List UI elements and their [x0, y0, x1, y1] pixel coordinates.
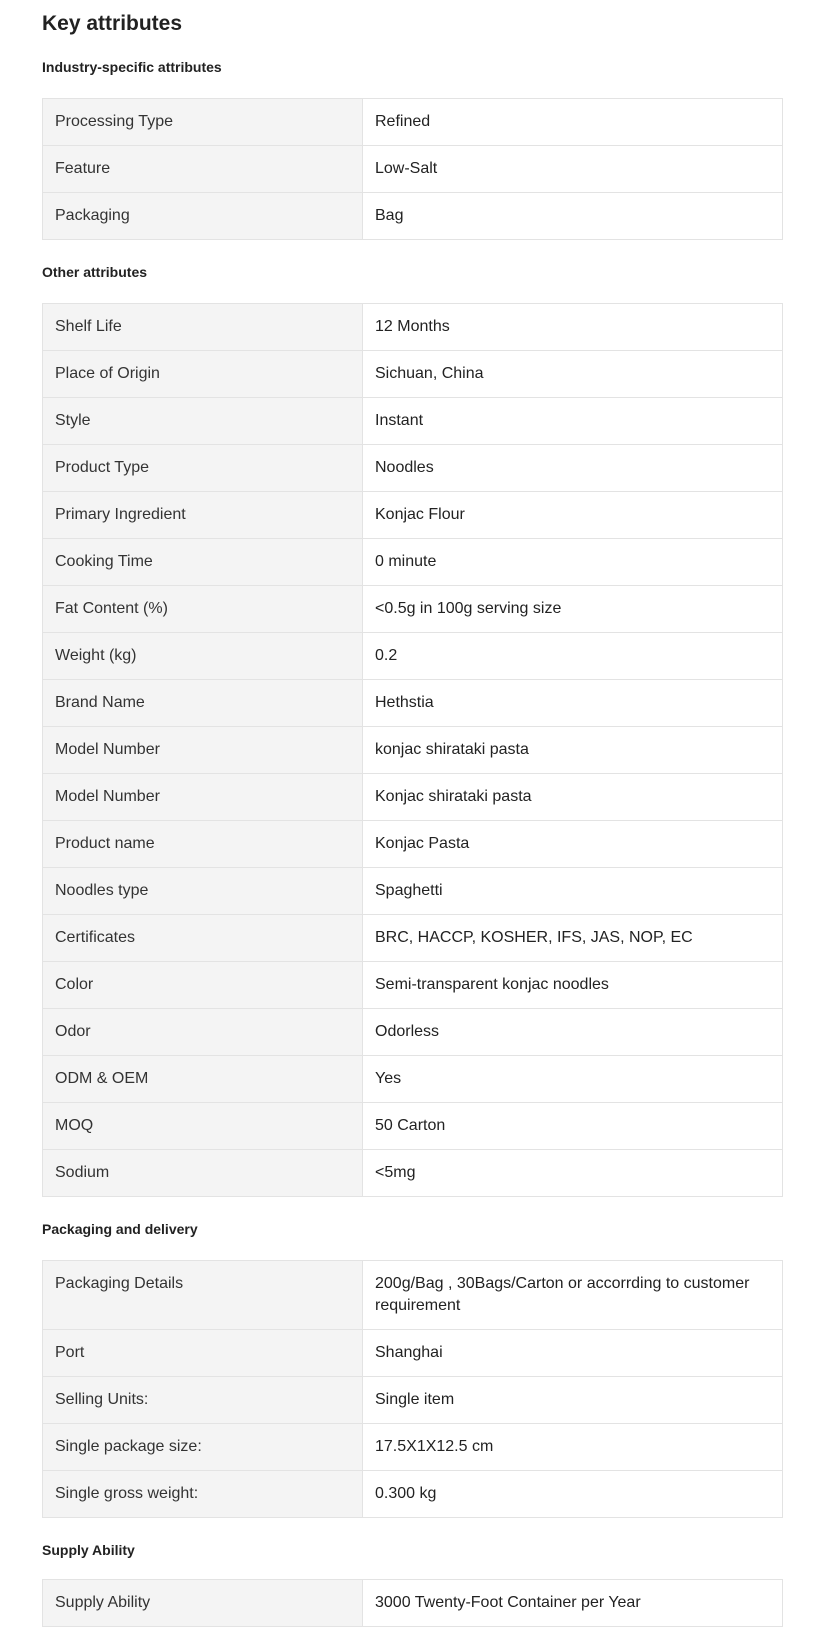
table-row	[43, 915, 783, 962]
attribute-value: 17.5X1X12.5 cm	[363, 1424, 783, 1471]
attribute-value: 0.300 kg	[363, 1471, 783, 1518]
attribute-label: Fat Content (%)	[43, 586, 363, 633]
attribute-value: Shanghai	[363, 1330, 783, 1377]
attribute-value: Noodles	[363, 445, 783, 492]
attribute-label: Single package size:	[43, 1424, 363, 1471]
attribute-value: Konjac Flour	[363, 492, 783, 539]
attribute-label: Packaging	[43, 193, 363, 240]
section-title-packaging-and-delivery: Packaging and delivery	[42, 1221, 198, 1237]
attribute-value: Sichuan, China	[363, 351, 783, 398]
table-row	[43, 1580, 783, 1627]
section-title-supply-ability: Supply Ability	[42, 1542, 135, 1558]
section-title-other-attributes: Other attributes	[42, 264, 148, 280]
table-row	[43, 821, 783, 868]
table-row	[43, 586, 783, 633]
attribute-value: Konjac shirataki pasta	[363, 774, 783, 821]
attribute-label: Feature	[43, 146, 363, 193]
attribute-value: Spaghetti	[363, 868, 783, 915]
attribute-value: 50 Carton	[363, 1103, 783, 1150]
attribute-label: Odor	[43, 1009, 363, 1056]
attribute-value: Konjac Pasta	[363, 821, 783, 868]
key-attributes-panel	[42, 0, 783, 1627]
attribute-label: Model Number	[43, 774, 363, 821]
table-row	[43, 193, 783, 240]
table-row	[43, 1377, 783, 1424]
attribute-value: Refined	[363, 99, 783, 146]
table-row	[43, 99, 783, 146]
attribute-value: 0 minute	[363, 539, 783, 586]
section-title-industry-specific: Industry-specific attributes	[42, 59, 222, 75]
attribute-label: Supply Ability	[43, 1580, 363, 1627]
attribute-label: Sodium	[43, 1150, 363, 1197]
attributes-table-industry-specific	[42, 98, 783, 240]
attribute-label: Product name	[43, 821, 363, 868]
attribute-label: Port	[43, 1330, 363, 1377]
attribute-value: Odorless	[363, 1009, 783, 1056]
table-row	[43, 1103, 783, 1150]
table-row	[43, 492, 783, 539]
table-row	[43, 398, 783, 445]
attributes-table-supply	[42, 1579, 783, 1627]
attribute-value: BRC, HACCP, KOSHER, IFS, JAS, NOP, EC	[363, 915, 783, 962]
table-row	[43, 962, 783, 1009]
table-row	[43, 1150, 783, 1197]
attribute-label: Brand Name	[43, 680, 363, 727]
attribute-value: Single item	[363, 1377, 783, 1424]
table-row	[43, 1009, 783, 1056]
table-row	[43, 539, 783, 586]
attribute-value: <5mg	[363, 1150, 783, 1197]
attribute-label: Processing Type	[43, 99, 363, 146]
attribute-label: Style	[43, 398, 363, 445]
table-row	[43, 1330, 783, 1377]
attribute-value: 0.2	[363, 633, 783, 680]
table-row	[43, 727, 783, 774]
attribute-label: Selling Units:	[43, 1377, 363, 1424]
attribute-label: Certificates	[43, 915, 363, 962]
attribute-value: Bag	[363, 193, 783, 240]
table-row	[43, 445, 783, 492]
attributes-table-other	[42, 303, 783, 1197]
attribute-label: Model Number	[43, 727, 363, 774]
attribute-value: Instant	[363, 398, 783, 445]
table-row	[43, 633, 783, 680]
table-row	[43, 1261, 783, 1330]
attribute-value: 3000 Twenty-Foot Container per Year	[363, 1580, 783, 1627]
table-row	[43, 351, 783, 398]
table-row	[43, 1471, 783, 1518]
table-row	[43, 680, 783, 727]
attribute-label: Product Type	[43, 445, 363, 492]
attribute-label: Single gross weight:	[43, 1471, 363, 1518]
table-row	[43, 1424, 783, 1471]
attribute-label: Cooking Time	[43, 539, 363, 586]
attribute-value: Low-Salt	[363, 146, 783, 193]
attribute-label: Place of Origin	[43, 351, 363, 398]
attribute-label: Color	[43, 962, 363, 1009]
attribute-label: Noodles type	[43, 868, 363, 915]
attribute-label: Primary Ingredient	[43, 492, 363, 539]
attribute-value: 12 Months	[363, 304, 783, 351]
attribute-label: ODM & OEM	[43, 1056, 363, 1103]
table-row	[43, 1056, 783, 1103]
attributes-table-packaging	[42, 1260, 783, 1518]
attribute-value: Yes	[363, 1056, 783, 1103]
table-row	[43, 868, 783, 915]
table-row	[43, 774, 783, 821]
attribute-value: konjac shirataki pasta	[363, 727, 783, 774]
attribute-label: MOQ	[43, 1103, 363, 1150]
table-row	[43, 146, 783, 193]
attribute-value: Hethstia	[363, 680, 783, 727]
page-title: Key attributes	[42, 12, 183, 35]
attribute-value: <0.5g in 100g serving size	[363, 586, 783, 633]
table-row	[43, 304, 783, 351]
attribute-label: Weight (kg)	[43, 633, 363, 680]
attribute-value: Semi-transparent konjac noodles	[363, 962, 783, 1009]
attribute-value: 200g/Bag , 30Bags/Carton or accorrding to customer requirement	[363, 1261, 783, 1330]
attribute-label: Shelf Life	[43, 304, 363, 351]
attribute-label: Packaging Details	[43, 1261, 363, 1330]
